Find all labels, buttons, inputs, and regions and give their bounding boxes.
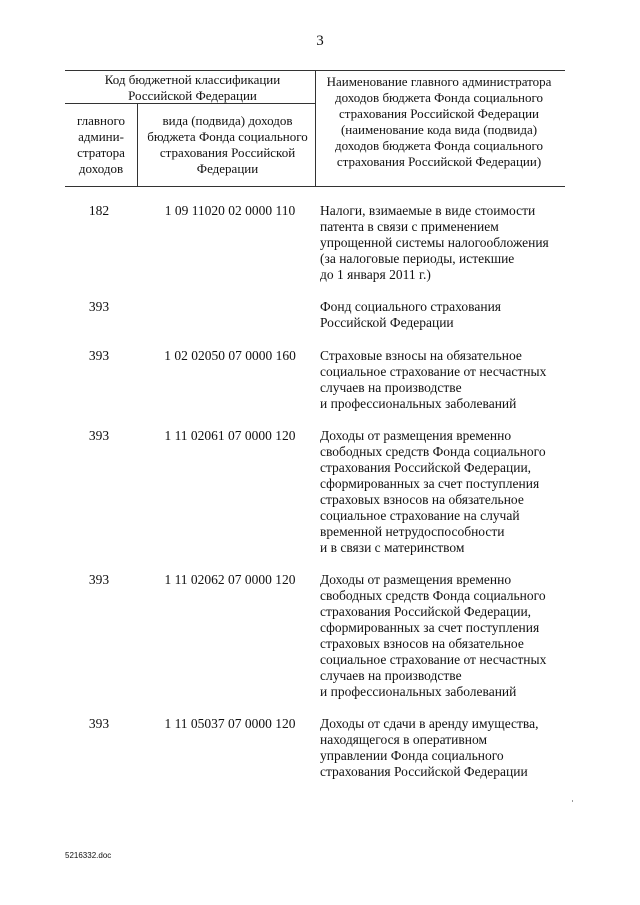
row-admin-code: 393 xyxy=(88,716,110,731)
row-admin-code: 182 xyxy=(88,203,110,218)
row-income-name: Доходы от сдачи в аренду имущества, находящегося в оперативном управлении Фонда социального страхования Российской Федерации xyxy=(320,716,539,779)
header-name-col: Наименование главного администратора доходов бюджета Фонда социального страхования Российской Федерации (наименование кода вида (подвида) доходов бюджета Фонда социального страхования Российской Федерации) xyxy=(326,74,552,169)
row-admin-code: 393 xyxy=(88,572,110,587)
scan-speck xyxy=(572,800,573,802)
row-admin-code: 393 xyxy=(88,428,110,443)
file-name-footer: 5216332.doc xyxy=(65,851,112,860)
header-divider-code-name xyxy=(315,70,316,186)
row-income-name: Налоги, взимаемые в виде стоимости патента в связи с применением упрощенной системы налогообложения (за налоговые периоды, истекшие до 1 января 2011 г.) xyxy=(320,203,549,282)
row-admin-code: 393 xyxy=(88,299,110,314)
row-income-name: Доходы от размещения временно свободных средств Фонда социального страхования Российской Федерации, сформированных за счет поступления страховых взносов на обязательное социальное страхование на случай временной нетрудоспособности и в связи с материнством xyxy=(320,428,546,555)
row-income-code: 1 09 11020 02 0000 110 xyxy=(164,203,296,218)
row-income-code: 1 11 02061 07 0000 120 xyxy=(164,428,296,443)
row-income-name: Страховые взносы на обязательное социальное страхование от несчастных случаев на производстве и профессиональных заболеваний xyxy=(320,348,547,411)
row-admin-code: 393 xyxy=(88,348,110,363)
row-income-name: Фонд социального страхования Российской Федерации xyxy=(320,299,502,330)
row-income-name: Доходы от размещения временно свободных средств Фонда социального страхования Российской Федерации, сформированных за счет поступления страховых взносов на обязательное социальное страхование от несчастных случаев на производстве и профессиональных заболеваний xyxy=(320,572,547,699)
row-income-code: 1 11 02062 07 0000 120 xyxy=(164,572,296,587)
row-income-code: 1 11 05037 07 0000 120 xyxy=(164,716,296,731)
row-income-code: 1 02 02050 07 0000 160 xyxy=(164,348,296,363)
header-divider-admin-income xyxy=(137,103,138,186)
page-number: 3 xyxy=(316,33,324,49)
header-income-col: вида (подвида) доходов бюджета Фонда социального страхования Российской Федерации xyxy=(147,113,308,176)
header-bottom-rule xyxy=(65,186,565,187)
header-code-group: Код бюджетной классификации Российской Федерации xyxy=(104,72,281,103)
header-admin-col: главного админи-стратора доходов xyxy=(76,113,126,176)
